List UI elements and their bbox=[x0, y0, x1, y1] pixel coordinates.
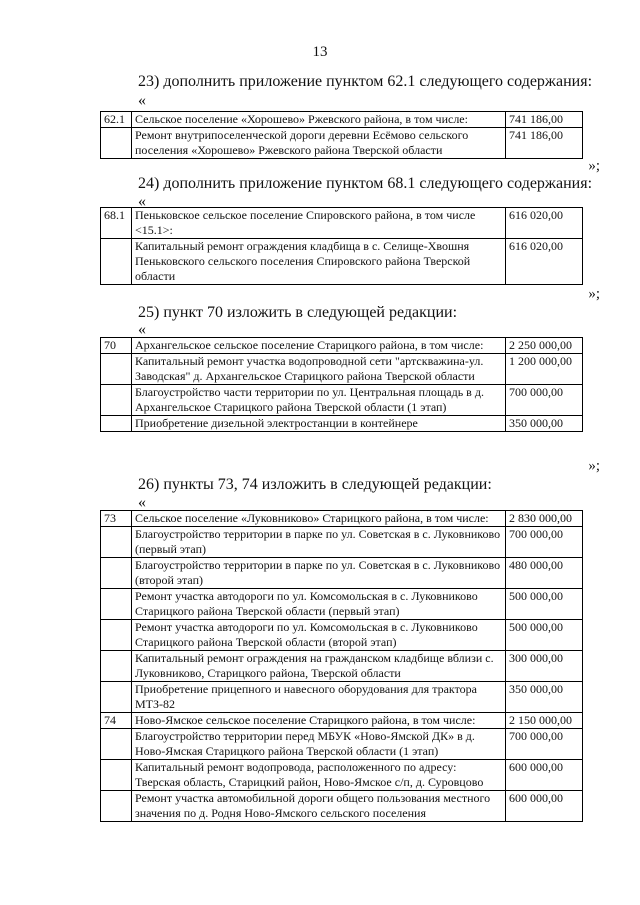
open-quote: « bbox=[138, 92, 146, 109]
row-text: Приобретение дизельной электростанции в контейнере bbox=[132, 416, 506, 432]
section-heading: 24) дополнить приложение пунктом 68.1 следующего содержания: bbox=[138, 175, 593, 192]
row-amount: 350 000,00 bbox=[506, 682, 583, 713]
close-quote: »; bbox=[588, 286, 600, 302]
table-row bbox=[101, 128, 583, 159]
row-amount: 2 830 000,00 bbox=[506, 511, 583, 527]
row-text: Капитальный ремонт водопровода, расположенного по адресу: Тверская область, Старицкий район, Ново-Ямское с/п, д. Суровцово bbox=[132, 760, 506, 791]
open-quote: « bbox=[138, 321, 146, 338]
row-text: Благоустройство территории перед МБУК «Ново-Ямской ДК» в д. Ново-Ямская Старицкого района Тверской области (1 этап) bbox=[132, 729, 506, 760]
row-number bbox=[101, 354, 132, 385]
row-text: Капитальный ремонт ограждения кладбища в с. Селище-Хвошня Пеньковского сельского поселения Спировского района Тверской области bbox=[132, 239, 506, 285]
table-row bbox=[101, 416, 583, 432]
row-text: Сельское поселение «Хорошево» Ржевского района, в том числе: bbox=[132, 112, 506, 128]
section-table bbox=[100, 337, 583, 432]
row-number: 73 bbox=[101, 511, 132, 527]
table-row bbox=[101, 527, 583, 558]
row-amount: 600 000,00 bbox=[506, 791, 583, 822]
table-row bbox=[101, 112, 583, 128]
section-table bbox=[100, 207, 583, 285]
open-quote: « bbox=[138, 494, 146, 511]
row-amount: 2 150 000,00 bbox=[506, 713, 583, 729]
row-text: Благоустройство части территории по ул. Центральная площадь в д. Архангельское Старицкого района Тверской области (1 этап) bbox=[132, 385, 506, 416]
section-table bbox=[100, 510, 583, 822]
row-amount: 700 000,00 bbox=[506, 527, 583, 558]
row-text: Ремонт внутрипоселенческой дороги деревни Есёмово сельского поселения «Хорошево» Ржевского района Тверской области bbox=[132, 128, 506, 159]
row-text: Ремонт участка автодороги по ул. Комсомольская в с. Луковниково Старицкого района Тверской области (первый этап) bbox=[132, 589, 506, 620]
table-row bbox=[101, 682, 583, 713]
table-row bbox=[101, 651, 583, 682]
row-amount: 700 000,00 bbox=[506, 385, 583, 416]
table-row bbox=[101, 208, 583, 239]
row-number bbox=[101, 527, 132, 558]
table-row bbox=[101, 239, 583, 285]
page-number: 13 bbox=[312, 44, 328, 60]
close-quote: »; bbox=[588, 158, 600, 174]
section-heading: 25) пункт 70 изложить в следующей редакции: bbox=[138, 304, 458, 321]
row-number: 74 bbox=[101, 713, 132, 729]
row-text: Ново-Ямское сельское поселение Старицкого района, в том числе: bbox=[132, 713, 506, 729]
row-number bbox=[101, 682, 132, 713]
close-quote: »; bbox=[588, 458, 600, 474]
row-text: Благоустройство территории в парке по ул. Советская в с. Луковниково (первый этап) bbox=[132, 527, 506, 558]
table-row bbox=[101, 589, 583, 620]
row-number bbox=[101, 760, 132, 791]
table-row bbox=[101, 354, 583, 385]
row-text: Капитальный ремонт участка водопроводной сети "артскважина-ул. Заводская" д. Архангельское Старицкого района Тверской области bbox=[132, 354, 506, 385]
table-row bbox=[101, 558, 583, 589]
row-number: 70 bbox=[101, 338, 132, 354]
row-amount: 500 000,00 bbox=[506, 589, 583, 620]
row-number bbox=[101, 558, 132, 589]
table-row bbox=[101, 791, 583, 822]
table-row bbox=[101, 760, 583, 791]
row-amount: 741 186,00 bbox=[506, 128, 583, 159]
table-row bbox=[101, 729, 583, 760]
row-number bbox=[101, 791, 132, 822]
row-text: Сельское поселение «Луковниково» Старицкого района, в том числе: bbox=[132, 511, 506, 527]
row-text: Капитальный ремонт ограждения на гражданском кладбище вблизи с. Луковниково, Старицкого района, Тверской области bbox=[132, 651, 506, 682]
row-text: Ремонт участка автомобильной дороги общего пользования местного значения по д. Родня Ново-Ямского сельского поселения bbox=[132, 791, 506, 822]
row-amount: 2 250 000,00 bbox=[506, 338, 583, 354]
table-row bbox=[101, 385, 583, 416]
section-heading: 26) пункты 73, 74 изложить в следующей редакции: bbox=[138, 476, 492, 493]
row-number bbox=[101, 128, 132, 159]
row-amount: 700 000,00 bbox=[506, 729, 583, 760]
row-number bbox=[101, 239, 132, 285]
row-amount: 500 000,00 bbox=[506, 620, 583, 651]
row-amount: 616 020,00 bbox=[506, 208, 583, 239]
table-row bbox=[101, 620, 583, 651]
row-text: Благоустройство территории в парке по ул. Советская в с. Луковниково (второй этап) bbox=[132, 558, 506, 589]
section-heading: 23) дополнить приложение пунктом 62.1 следующего содержания: bbox=[138, 73, 593, 90]
row-number bbox=[101, 729, 132, 760]
open-quote: « bbox=[138, 193, 146, 210]
row-amount: 480 000,00 bbox=[506, 558, 583, 589]
row-number bbox=[101, 651, 132, 682]
row-number bbox=[101, 589, 132, 620]
table-row bbox=[101, 338, 583, 354]
row-text: Приобретение прицепного и навесного оборудования для трактора МТЗ-82 bbox=[132, 682, 506, 713]
row-amount: 300 000,00 bbox=[506, 651, 583, 682]
table-row bbox=[101, 713, 583, 729]
row-number: 68.1 bbox=[101, 208, 132, 239]
row-text: Ремонт участка автодороги по ул. Комсомольская в с. Луковниково Старицкого района Тверской области (второй этап) bbox=[132, 620, 506, 651]
row-amount: 741 186,00 bbox=[506, 112, 583, 128]
row-amount: 350 000,00 bbox=[506, 416, 583, 432]
row-number bbox=[101, 620, 132, 651]
row-number: 62.1 bbox=[101, 112, 132, 128]
row-number bbox=[101, 385, 132, 416]
row-number bbox=[101, 416, 132, 432]
row-text: Пеньковское сельское поселение Спировского района, в том числе <15.1>: bbox=[132, 208, 506, 239]
table-row bbox=[101, 511, 583, 527]
row-amount: 616 020,00 bbox=[506, 239, 583, 285]
section-table bbox=[100, 111, 583, 159]
row-amount: 1 200 000,00 bbox=[506, 354, 583, 385]
row-text: Архангельское сельское поселение Старицкого района, в том числе: bbox=[132, 338, 506, 354]
row-amount: 600 000,00 bbox=[506, 760, 583, 791]
